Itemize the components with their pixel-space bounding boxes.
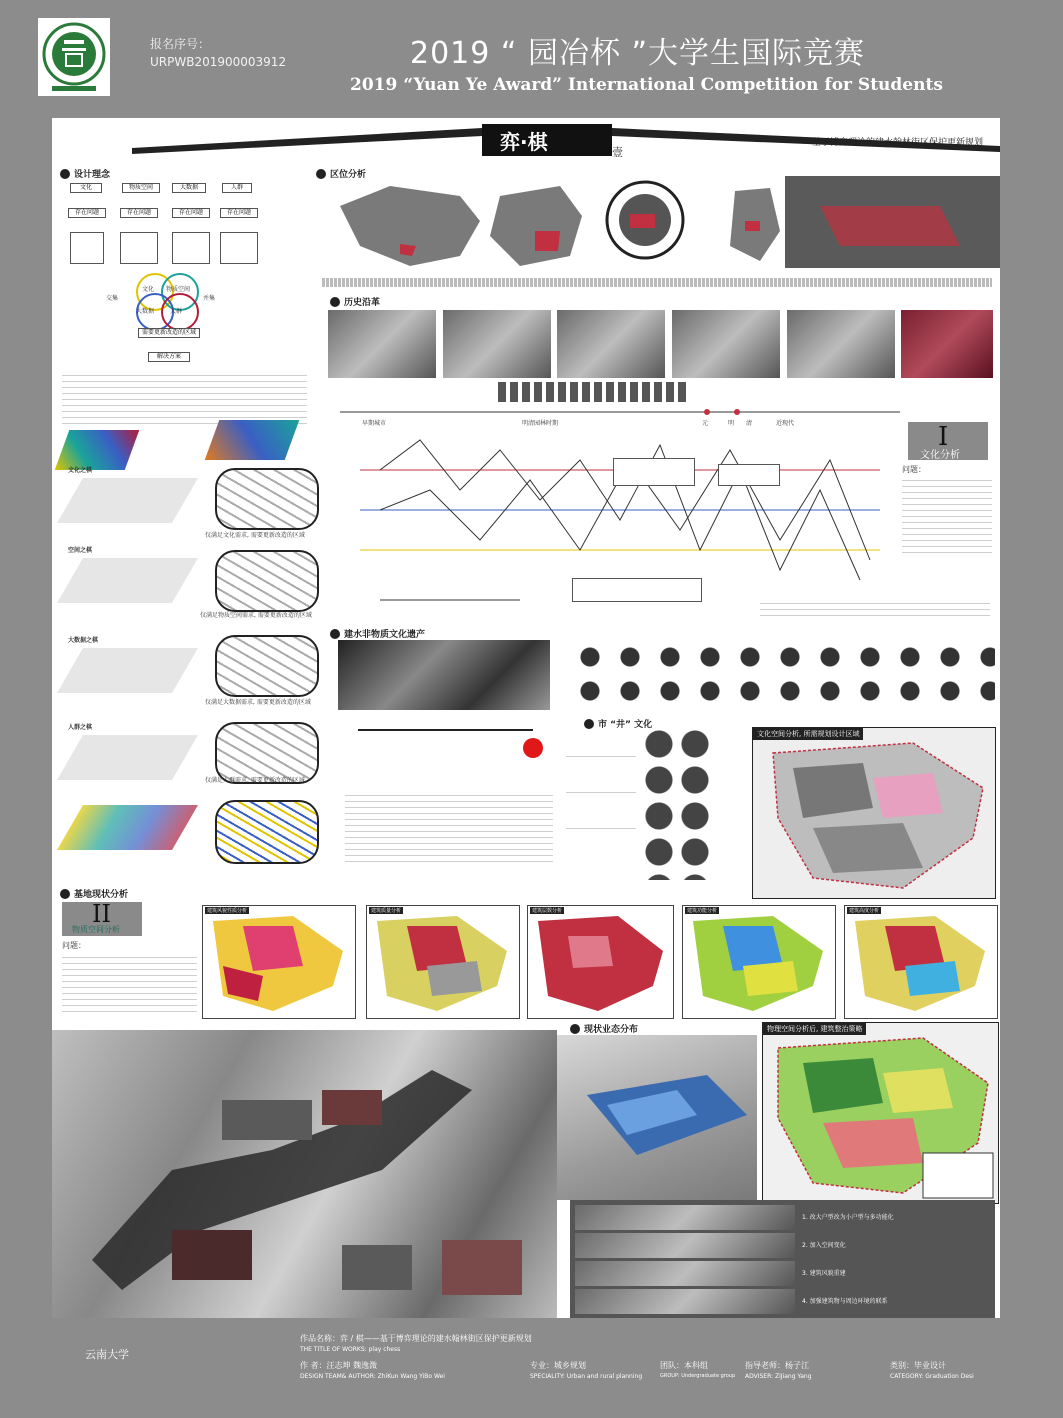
- street-map-overlay: [52, 1030, 557, 1318]
- strategy-item-2: 3. 建筑风貌重建: [802, 1270, 846, 1277]
- concept-detail-3: [220, 232, 258, 264]
- footer-category: 类别：毕业设计: [890, 1361, 946, 1370]
- layer-caption-1: 仅满足物质空间需求, 需要更新改造的区域: [200, 612, 312, 619]
- history-map-6: [901, 310, 993, 378]
- venn-label-1: 物质空间: [166, 286, 191, 293]
- history-axis-5: 近现代: [776, 420, 795, 427]
- concept-result-1: 需要更新改造的区域: [138, 328, 200, 338]
- culture-numeral: I: [938, 422, 949, 452]
- concept-detail-2: [172, 232, 210, 264]
- culture-analysis-badge: [908, 422, 988, 460]
- history-axis-1: 明清园林时期: [522, 420, 559, 427]
- layer-name-3: 人群之棋: [68, 724, 93, 731]
- strategy-photo-1: [575, 1233, 795, 1258]
- history-axis-0: 早期城市: [362, 420, 387, 427]
- registration-number: URPWB201900003912: [150, 55, 287, 69]
- layer-name-1: 空间之棋: [68, 547, 93, 554]
- well-circle-photos: [645, 730, 715, 880]
- layer-caption-3: 仅满足人群需求, 需要更新改造的区域: [205, 777, 305, 784]
- venn-label-0: 文化: [142, 286, 155, 293]
- footer-group: 团队：本科组: [660, 1361, 708, 1370]
- site-map-3: 建筑功能分析: [682, 905, 836, 1019]
- physical-map-title: 物理空间分析后, 建筑整治策略: [763, 1023, 866, 1035]
- history-map-4: [672, 310, 780, 378]
- history-axis-3: 明: [728, 420, 735, 427]
- concept-problem-0: 存在问题: [68, 208, 106, 218]
- competition-title-cn: 2019 “ 园冶杯 ”大学生国际竞赛: [410, 36, 866, 71]
- concept-detail-1: [120, 232, 158, 264]
- history-timeline: [340, 402, 900, 432]
- history-map-3: [557, 310, 665, 378]
- site-map-2: 建筑层数分析: [527, 905, 674, 1019]
- concept-problem-3: 存在问题: [220, 208, 258, 218]
- layer-network-1: [215, 550, 319, 612]
- history-axis-2: 元: [702, 420, 709, 427]
- ich-circle-photos: [580, 645, 995, 705]
- site-map-0: 建筑风貌性质分析: [202, 905, 356, 1019]
- concept-top-0: 文化: [70, 183, 102, 193]
- location-caption: [322, 278, 992, 287]
- well-quotes: [566, 742, 636, 862]
- history-paragraph: [760, 598, 990, 620]
- footer-author-en: DESIGN TEAM& AUTHOR: ZhiKun Wang YiBo Wei: [300, 1373, 445, 1380]
- footer-work-title-en: THE TITLE OF WORKS: play chess: [300, 1346, 401, 1353]
- analysis-district-map: [753, 728, 995, 898]
- history-note-3: [572, 578, 702, 602]
- concept-problem-1: 存在问题: [120, 208, 158, 218]
- culture-question: 问题：: [902, 465, 926, 474]
- layer-name-0: 文化之棋: [68, 467, 93, 474]
- strategy-item-1: 2. 加入空间变化: [802, 1242, 846, 1249]
- concept-top-2: 大数据: [172, 183, 206, 193]
- history-note-2: [718, 464, 780, 486]
- site-map-4: 建筑高度分析: [844, 905, 998, 1019]
- banner-page-mark: 壹: [612, 146, 623, 159]
- strategy-photo-3: [575, 1289, 795, 1314]
- banner-subtitle: 基于博弈理论的建水翰林街区保护更新规划: [812, 138, 984, 148]
- bullet-icon: [60, 889, 70, 899]
- layer-caption-2: 仅满足大数据需求, 需要更新改造的区域: [205, 699, 311, 706]
- competition-logo: [38, 18, 110, 96]
- registration-label: 报名序号：: [150, 37, 211, 51]
- section-business: 现状业态分布: [570, 1022, 638, 1035]
- footer-group-en: GROUP: Undergraduate group: [660, 1373, 736, 1379]
- concept-top-3: 人群: [222, 183, 252, 193]
- section-history: 历史沿革: [330, 295, 380, 308]
- concept-top-1: 物质空间: [122, 183, 160, 193]
- footer-author-cn: 作 者：汪志坤 魏逸溦: [300, 1361, 378, 1370]
- site-analysis-badge: [62, 902, 142, 936]
- strategy-photo-0: [575, 1205, 795, 1230]
- venn-label-3: 人群: [170, 308, 183, 315]
- section-location: 区位分析: [316, 167, 366, 180]
- site-problems: [62, 952, 197, 1017]
- venn-left-label: 交集: [106, 295, 119, 302]
- ich-timeline: [338, 718, 550, 758]
- location-maps: [320, 176, 1000, 276]
- bullet-icon: [584, 719, 594, 729]
- banner-title: 弈·棋: [500, 130, 548, 154]
- section-site: 基地现状分析: [60, 887, 128, 900]
- concept-venn-diagram: [125, 272, 215, 332]
- footer-major: 专业：城乡规划: [530, 1361, 586, 1370]
- footer-university: 云南大学: [85, 1348, 129, 1361]
- layer-caption-0: 仅满足文化需求, 需要更新改造的区域: [205, 532, 305, 539]
- site-label: 物质空间分析: [72, 925, 120, 934]
- history-map-2: [443, 310, 551, 378]
- bullet-icon: [330, 297, 340, 307]
- culture-problems: [902, 475, 992, 555]
- concept-problem-2: 存在问题: [172, 208, 210, 218]
- business-3d-map: [557, 1035, 757, 1200]
- section-well: 市 “井” 文化: [584, 717, 652, 730]
- concept-result-2: 解决方案: [148, 352, 190, 362]
- layer-network-combined: [215, 800, 319, 864]
- physical-map-frame: [762, 1022, 999, 1204]
- footer-speciality: SPECIALITY: Urban and rural planning: [530, 1373, 643, 1380]
- footer-category-en: CATEGORY: Graduation Desi: [890, 1373, 974, 1380]
- strategy-photo-2: [575, 1261, 795, 1286]
- culture-label: 文化分析: [920, 450, 960, 461]
- section-ich: 建水非物质文化遗产: [330, 627, 425, 640]
- history-note-1: [613, 458, 695, 486]
- site-map-1: 建筑质量分析: [366, 905, 520, 1019]
- strategy-item-0: 1. 改大户型改为小户型与多功能化: [802, 1214, 894, 1221]
- section-design-concept: 设计理念: [60, 167, 110, 180]
- layer-network-0: [215, 468, 319, 530]
- history-map-5: [787, 310, 895, 378]
- bullet-icon: [60, 169, 70, 179]
- bullet-icon: [570, 1024, 580, 1034]
- strategy-item-3: 4. 加强建筑物与周边环境的联系: [802, 1298, 888, 1305]
- ich-photo-collage: [338, 640, 550, 710]
- site-question: 问题：: [62, 941, 86, 950]
- ich-paragraph: [345, 790, 553, 865]
- concept-detail-0: [70, 232, 104, 264]
- history-axis-4: 清: [746, 420, 753, 427]
- history-figures: [498, 382, 688, 402]
- analysis-map-title: 文化空间分析, 所需规划设计区域: [753, 728, 863, 740]
- analysis-map-frame: [752, 727, 996, 899]
- puzzle-hand-icon: [205, 420, 300, 460]
- footer-adviser-en: ADVISER: ZiJiang Yang: [745, 1373, 812, 1380]
- footer-work-title-cn: 作品名称：弈 / 棋——基于博弈理论的建水翰林街区保护更新规划: [300, 1334, 532, 1343]
- venn-right-label: 并集: [203, 295, 216, 302]
- footer-adviser: 指导老师：杨子江: [745, 1361, 809, 1370]
- bullet-icon: [330, 629, 340, 639]
- layer-stack-icon: [55, 430, 140, 470]
- venn-label-2: 大数据: [136, 308, 155, 315]
- history-map-1: [328, 310, 436, 378]
- competition-title-en: 2019 “Yuan Ye Award” International Competition for Students: [350, 75, 943, 95]
- layer-name-2: 大数据之棋: [68, 637, 99, 644]
- site-numeral: II: [92, 900, 111, 928]
- layer-network-2: [215, 635, 319, 697]
